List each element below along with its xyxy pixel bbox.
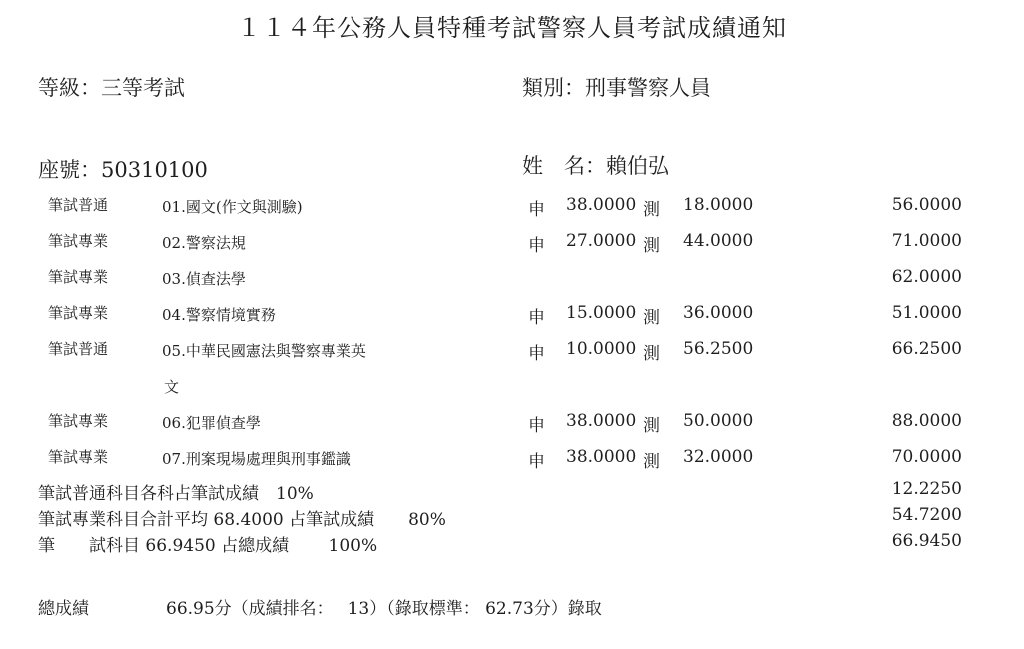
subject-total: 70.0000 xyxy=(891,447,962,467)
exam-level xyxy=(38,72,185,102)
name-value: 賴伯弘 xyxy=(606,154,669,178)
ce-mark: 測 xyxy=(643,236,660,256)
subject-total: 66.2500 xyxy=(891,339,962,359)
essay-score: 38.0000 xyxy=(566,195,637,215)
subject-name: 03.偵查法學 xyxy=(162,270,246,288)
subject-category: 筆試專業 xyxy=(48,232,109,250)
subject-name: 01.國文(作文與測驗) xyxy=(162,198,303,216)
subject-category: 筆試普通 xyxy=(48,196,109,214)
essay-score: 38.0000 xyxy=(566,411,637,431)
subject-name-continued: 文 xyxy=(164,378,180,396)
subject-name: 06.犯罪偵查學 xyxy=(162,414,261,432)
subject-total: 88.0000 xyxy=(891,411,962,431)
test-score: 56.2500 xyxy=(683,339,754,359)
test-score: 44.0000 xyxy=(683,231,754,251)
essay-score: 27.0000 xyxy=(566,231,637,251)
subject-category: 筆試專業 xyxy=(48,412,109,430)
final-score-text: 66.95分（成績排名： 13）（錄取標準： 62.73分）錄取 xyxy=(166,599,602,619)
ce-mark: 測 xyxy=(643,416,660,436)
shen-mark: 申 xyxy=(528,344,545,364)
subject-name: 02.警察法規 xyxy=(162,234,246,252)
essay-score: 38.0000 xyxy=(566,447,637,467)
essay-score: 15.0000 xyxy=(566,303,637,323)
name-label: 姓 名： xyxy=(522,154,606,178)
summary-written-value: 66.9450 xyxy=(891,531,962,551)
ce-mark: 測 xyxy=(643,452,660,472)
candidate-name xyxy=(522,150,669,180)
subject-total: 51.0000 xyxy=(891,303,962,323)
exam-category xyxy=(522,72,711,102)
shen-mark: 申 xyxy=(528,308,545,328)
subject-name: 04.警察情境實務 xyxy=(162,306,276,324)
level-label: 等級： xyxy=(38,76,101,100)
seat-value: 50310100 xyxy=(101,158,208,182)
category-label: 類別： xyxy=(522,76,585,100)
ce-mark: 測 xyxy=(643,200,660,220)
level-value: 三等考試 xyxy=(101,76,185,100)
subject-total: 71.0000 xyxy=(891,231,962,251)
subject-name: 05.中華民國憲法與警察專業英 xyxy=(162,342,366,360)
summary-professional-label: 筆試專業科目合計平均 68.4000 占筆試成績 80% xyxy=(38,510,446,530)
test-score: 32.0000 xyxy=(683,447,754,467)
summary-general-value: 12.2250 xyxy=(891,479,962,499)
category-value: 刑事警察人員 xyxy=(585,76,711,100)
subject-category: 筆試專業 xyxy=(48,304,109,322)
ce-mark: 測 xyxy=(643,308,660,328)
test-score: 36.0000 xyxy=(683,303,754,323)
summary-written-label: 筆 試科目 66.9450 占總成績 100% xyxy=(38,536,378,556)
seat-number xyxy=(38,154,208,184)
shen-mark: 申 xyxy=(528,452,545,472)
subject-total: 62.0000 xyxy=(891,267,962,287)
subject-category: 筆試專業 xyxy=(48,448,109,466)
summary-professional-value: 54.7200 xyxy=(891,505,962,525)
subject-category: 筆試專業 xyxy=(48,268,109,286)
test-score: 18.0000 xyxy=(683,195,754,215)
subject-category: 筆試普通 xyxy=(48,340,109,358)
summary-general-label: 筆試普通科目各科占筆試成績 10% xyxy=(38,484,314,504)
ce-mark: 測 xyxy=(643,344,660,364)
subject-name: 07.刑案現場處理與刑事鑑識 xyxy=(162,450,351,468)
shen-mark: 申 xyxy=(528,236,545,256)
essay-score: 10.0000 xyxy=(566,339,637,359)
notice-title: １１４年公務人員特種考試警察人員考試成績通知 xyxy=(237,14,787,42)
final-score-label: 總成績 xyxy=(38,599,89,619)
seat-label: 座號： xyxy=(38,158,101,182)
subject-total: 56.0000 xyxy=(891,195,962,215)
shen-mark: 申 xyxy=(528,416,545,436)
test-score: 50.0000 xyxy=(683,411,754,431)
shen-mark: 申 xyxy=(528,200,545,220)
